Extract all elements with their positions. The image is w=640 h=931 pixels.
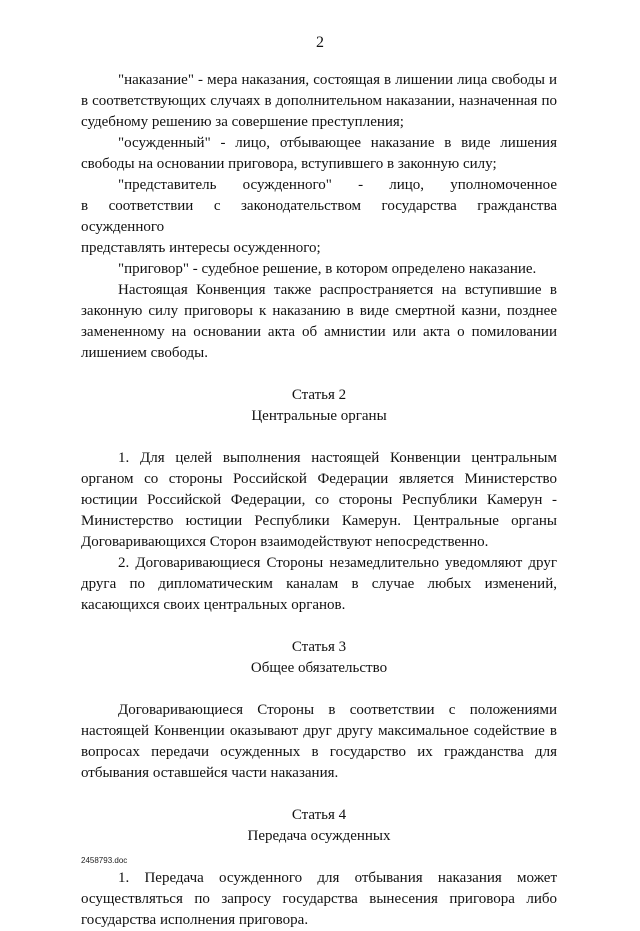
text-line: "осужденный" - лицо, отбывающее наказание в виде лишения <box>118 135 557 151</box>
text-line: в соответствующих случаях в дополнительном наказании, назначенная по <box>81 93 557 109</box>
text-line: свободы на основании приговора, вступившего в законную силу; <box>81 156 497 172</box>
text-line: Договаривающиеся Стороны в соответствии с положениями <box>118 702 557 718</box>
definition-sentence <box>81 259 557 280</box>
text-line: в соответствии с законодательством государства гражданства осужденного <box>81 198 557 235</box>
article-2-paragraph-1 <box>81 448 557 553</box>
article-4-number: Статья 4 <box>291 807 347 823</box>
definition-punishment <box>81 70 557 133</box>
text-line: "приговор" - судебное решение, в котором определено наказание. <box>118 261 537 277</box>
text-line: друга по дипломатическим каналам в случае любых изменений, <box>81 576 557 592</box>
article-2-paragraph-2 <box>81 553 557 616</box>
text-line: Министерство юстиции Республики Камерун. Центральные органы <box>81 513 557 529</box>
text-line: замененному на основании акта об амнистии или акта о помиловании <box>81 324 557 340</box>
definition-representative <box>81 175 557 259</box>
text-line: Настоящая Конвенция также распространяется на вступившие в <box>118 282 557 298</box>
article-3-paragraph-1 <box>81 700 557 784</box>
text-line: 1. Для целей выполнения настоящей Конвенции центральным <box>118 450 557 466</box>
scope-paragraph <box>81 280 557 364</box>
text-line: представлять интересы осужденного; <box>81 240 321 256</box>
text-line: вопросах передачи осужденных в государство их гражданства для <box>81 744 557 760</box>
text-line: Договаривающихся Сторон взаимодействуют непосредственно. <box>81 534 489 550</box>
text-line: "представитель осужденного" - лицо, уполномоченное <box>118 177 557 193</box>
definition-convict <box>81 133 557 175</box>
article-2-title: Центральные органы <box>251 408 387 424</box>
document-body <box>81 70 557 931</box>
document-filename: 2458793.doc <box>81 856 128 865</box>
article-3-number: Статья 3 <box>291 639 347 655</box>
text-line: "наказание" - мера наказания, состоящая в лишении лица свободы и <box>118 72 557 88</box>
article-4-paragraph-1 <box>81 868 557 931</box>
text-line: лишением свободы. <box>81 345 208 361</box>
text-line: юстиции Российской Федерации, со стороны Республики Камерун - <box>81 492 557 508</box>
text-line: 2. Договаривающиеся Стороны незамедлительно уведомляют друг <box>118 555 557 571</box>
text-line: судебному решению за совершение преступления; <box>81 114 404 130</box>
article-4-title: Передача осужденных <box>247 828 391 844</box>
text-line: касающихся своих центральных органов. <box>81 597 346 613</box>
article-2-number: Статья 2 <box>291 387 347 403</box>
article-3-title: Общее обязательство <box>250 660 388 676</box>
text-line: настоящей Конвенции оказывают друг другу максимальное содействие в <box>81 723 557 739</box>
text-line: государства исполнения приговора. <box>81 912 309 928</box>
text-line: законную силу приговоры к наказанию в виде смертной казни, позднее <box>81 303 557 319</box>
text-line: 1. Передача осужденного для отбывания наказания может <box>118 870 557 886</box>
text-line: органом со стороны Российской Федерации является Министерство <box>81 471 557 487</box>
page-number: 2 <box>316 34 324 51</box>
text-line: отбывания оставшейся части наказания. <box>81 765 339 781</box>
text-line: осуществляться по запросу государства вынесения приговора либо <box>81 891 557 907</box>
